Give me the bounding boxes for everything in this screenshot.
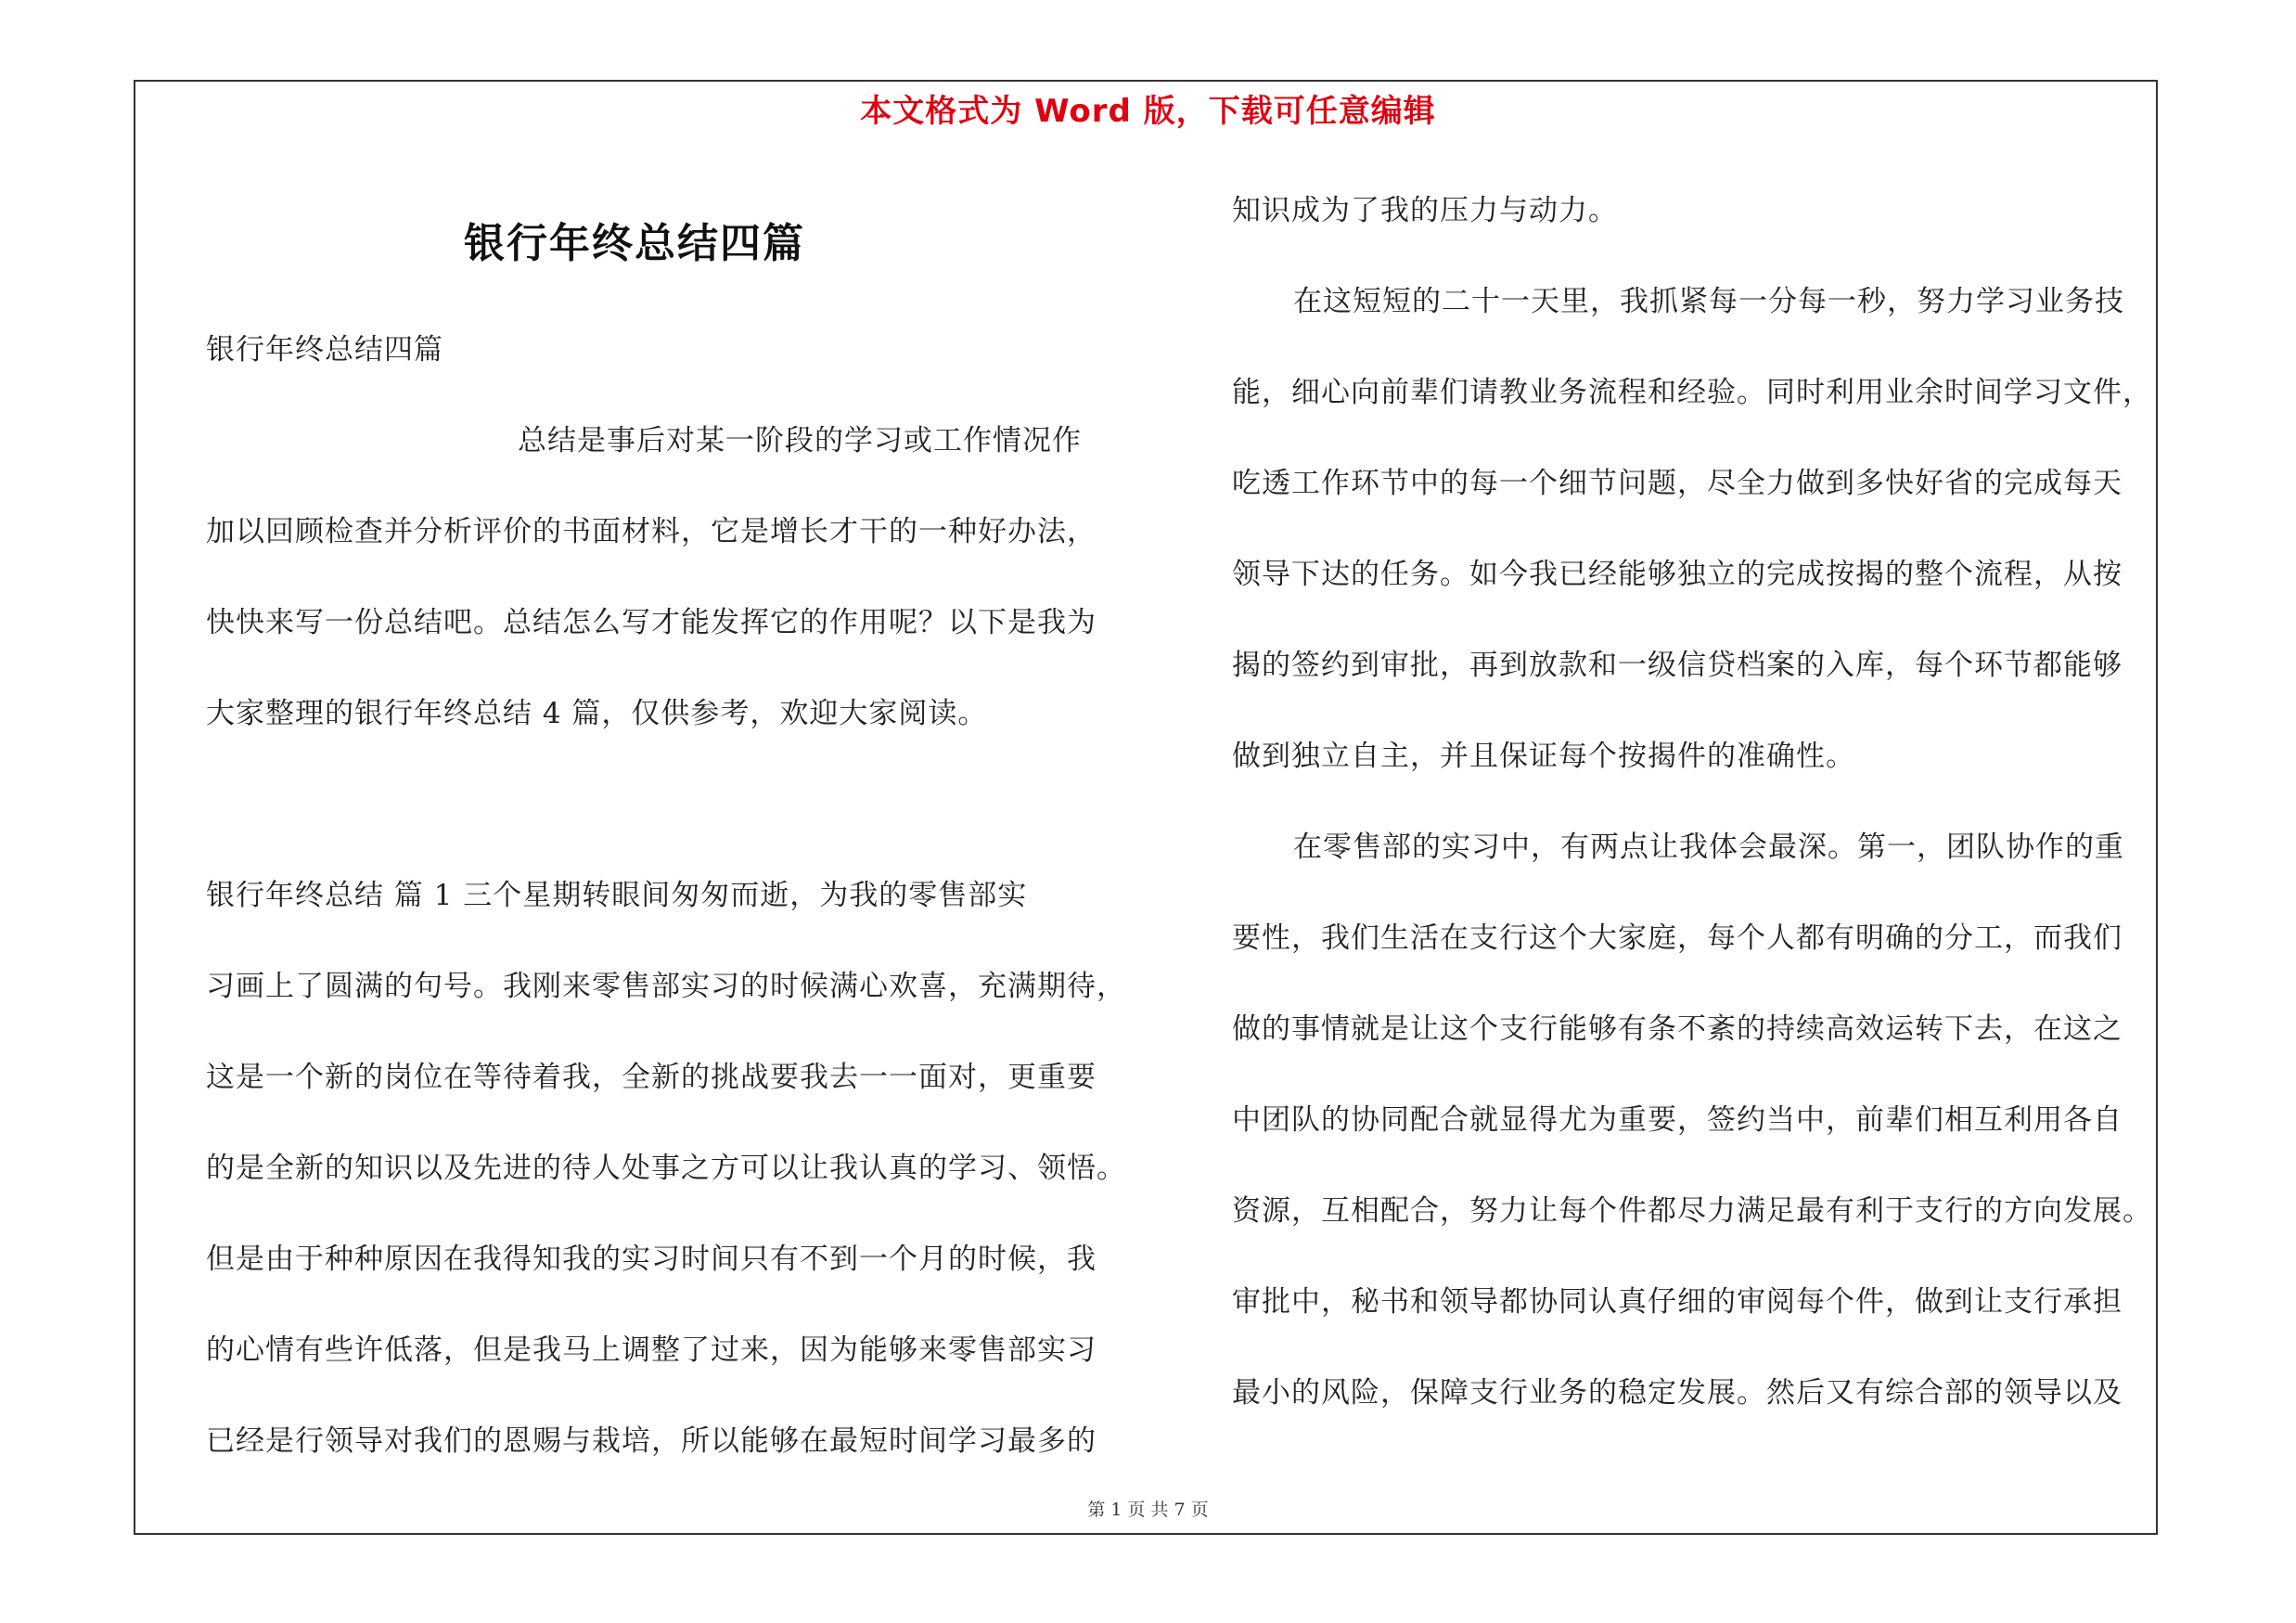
right-line-13: 审批中，秘书和领导都协同认真仔细的审阅每个件，做到让支行承担 (1232, 1285, 2123, 1319)
right-line-5: 领导下达的任务。如今我已经能够独立的完成按揭的整个流程，从按 (1232, 558, 2123, 591)
right-line-7: 做到独立自主，并且保证每个按揭件的准确性。 (1232, 740, 1855, 773)
right-line-4: 吃透工作环节中的每一个细节问题，尽全力做到多快好省的完成每天 (1232, 467, 2123, 500)
left-line-10: 但是由于种种原因在我得知我的实习时间只有不到一个月的时候，我 (206, 1243, 1097, 1276)
left-line-5: 大家整理的银行年终总结 4 篇，仅供参考，欢迎大家阅读。 (206, 697, 988, 730)
right-line-12: 资源，互相配合，努力让每个件都尽力满足最有利于支行的方向发展。 (1232, 1194, 2152, 1228)
left-line-9: 的是全新的知识以及先进的待人处事之方可以让我认真的学习、领悟。 (206, 1152, 1126, 1185)
right-line-11: 中团队的协同配合就显得尤为重要，签约当中，前辈们相互利用各自 (1232, 1103, 2123, 1137)
left-line-7: 习画上了圆满的句号。我刚来零售部实习的时候满心欢喜，充满期待， (206, 970, 1126, 1003)
left-line-11: 的心情有些许低落，但是我马上调整了过来，因为能够来零售部实习 (206, 1333, 1097, 1367)
format-banner: 本文格式为 Word 版，下载可任意编辑 (860, 93, 1436, 130)
right-line-3: 能，细心向前辈们请教业务流程和经验。同时利用业余时间学习文件， (1232, 376, 2152, 409)
right-line-10: 做的事情就是让这个支行能够有条不紊的持续高效运转下去，在这之 (1232, 1012, 2123, 1046)
left-line-4: 快快来写一份总结吧。总结怎么写才能发挥它的作用呢？以下是我为 (206, 606, 1097, 639)
right-line-9: 要性，我们生活在支行这个大家庭，每个人都有明确的分工，而我们 (1232, 921, 2123, 955)
document-title: 银行年终总结四篇 (464, 220, 805, 267)
right-line-1: 知识成为了我的压力与动力。 (1232, 194, 1618, 227)
page-number: 第 1 页 共 7 页 (1087, 1500, 1209, 1520)
right-line-8: 在零售部的实习中，有两点让我体会最深。第一，团队协作的重 (1293, 831, 2124, 864)
right-line-6: 揭的签约到审批，再到放款和一级信贷档案的入库，每个环节都能够 (1232, 649, 2123, 682)
left-line-6: 银行年终总结 篇 1 三个星期转眼间匆匆而逝，为我的零售部实 (206, 879, 1028, 912)
left-line-8: 这是一个新的岗位在等待着我，全新的挑战要我去一一面对，更重要 (206, 1061, 1097, 1094)
right-line-2: 在这短短的二十一天里，我抓紧每一分每一秒，努力学习业务技 (1293, 285, 2124, 318)
left-line-2: 总结是事后对某一阶段的学习或工作情况作 (518, 424, 1082, 457)
left-line-3: 加以回顾检查并分析评价的书面材料，它是增长才干的一种好办法， (206, 515, 1097, 548)
left-line-1: 银行年终总结四篇 (206, 333, 443, 367)
right-line-14: 最小的风险，保障支行业务的稳定发展。然后又有综合部的领导以及 (1232, 1376, 2123, 1410)
left-line-12: 已经是行领导对我们的恩赐与栽培，所以能够在最短时间学习最多的 (206, 1424, 1097, 1458)
